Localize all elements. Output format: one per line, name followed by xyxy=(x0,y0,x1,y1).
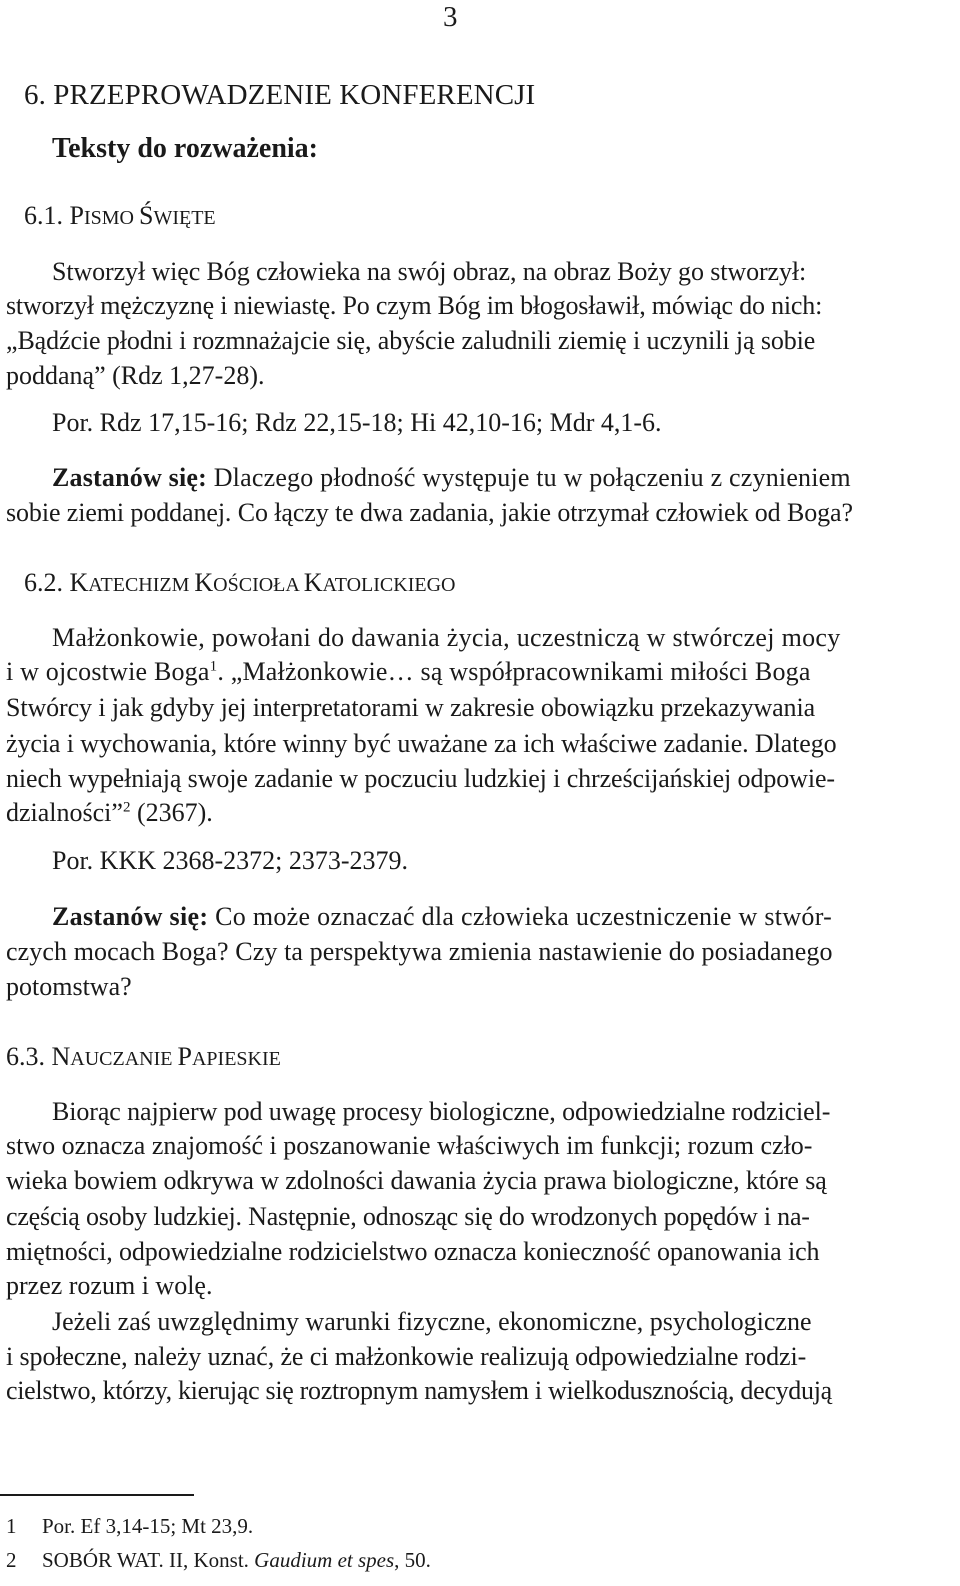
paragraph-line: i społeczne, należy uznać, że ci małżonkowie realizują odpowiedzialne rodzi- xyxy=(6,1342,807,1371)
reflection-line: sobie ziemi poddanej. Co łączy te dwa zadania, jakie otrzymał człowiek od Boga? xyxy=(6,498,853,527)
paragraph-line: „Bądźcie płodni i rozmnażajcie się, abyście zaludnili ziemię i uczynili ją sobie xyxy=(6,326,816,355)
section-6-1-title: 6.1. PISMO ŚWIĘTE xyxy=(24,201,216,230)
reflection-line: potomstwa? xyxy=(6,972,132,1001)
paragraph-line: przez rozum i wolę. xyxy=(6,1271,213,1300)
page-number: 3 xyxy=(443,1,458,33)
footnote-ref-2: 2 xyxy=(122,799,131,816)
paragraph-line: i w ojcostwie Boga$^1$. „Małżonkowie… są współpracownikami miłości Boga xyxy=(6,657,811,686)
paragraph-line: dzialności”$^2$ (2367). xyxy=(6,798,213,827)
reflection-line: Zastanów się: Dlaczego płodność występuje tu w połączeniu z czynieniem xyxy=(52,463,851,492)
subheading: Teksty do rozważenia: xyxy=(52,133,318,164)
footnote-text: Por. Ef 3,14-15; Mt 23,9. xyxy=(42,1514,254,1538)
paragraph-line: Biorąc najpierw pod uwagę procesy biologiczne, odpowiedzialne rodziciel- xyxy=(52,1097,831,1126)
paragraph-line: stwo oznacza znajomość i poszanowanie właściwych im funkcji; rozum czło- xyxy=(6,1131,813,1160)
cross-reference: Por. Rdz 17,15-16; Rdz 22,15-18; Hi 42,10-16; Mdr 4,1-6. xyxy=(52,408,662,437)
paragraph-line: poddaną” (Rdz 1,27-28). xyxy=(6,361,265,390)
footnote-number: 2 xyxy=(6,1548,17,1572)
reflect-label: Zastanów się: xyxy=(52,902,209,931)
paragraph-line: częścią osoby ludzkiej. Następnie, odnosząc się do wrodzonych popędów i na- xyxy=(6,1202,810,1231)
paragraph-line: Małżonkowie, powołani do dawania życia, uczestniczą w stwórczej mocy xyxy=(52,623,841,652)
footnote-ref-1: 1 xyxy=(209,658,218,675)
reflection-line: Zastanów się: Co może oznaczać dla człowieka uczestniczenie w stwór- xyxy=(52,902,833,931)
footnote-rule xyxy=(0,1494,194,1496)
paragraph-line: wieka bowiem odkrywa w zdolności dawania życia prawa biologiczne, które są xyxy=(6,1166,827,1195)
paragraph-line: Jeżeli zaś uwzględnimy warunki fizyczne, ekonomiczne, psychologiczne xyxy=(52,1307,812,1336)
paragraph-line: miętności, odpowiedzialne rodzicielstwo oznacza konieczność opanowania ich xyxy=(6,1237,820,1266)
footnote-1 xyxy=(6,1513,253,1539)
section-6-2-title: 6.2. KATECHIZM KOŚCIOŁA KATOLICKIEGO xyxy=(24,568,456,597)
paragraph-line: cielstwo, którzy, kierując się roztropnym namysłem i wielkodusznością, decydują xyxy=(6,1376,832,1405)
paragraph-line: niech wypełniają swoje zadanie w poczuciu ludzkiej i chrześcijańskiej odpowie- xyxy=(6,764,835,793)
paragraph-line: Stworzył więc Bóg człowieka na swój obraz, na obraz Boży go stworzył: xyxy=(52,257,807,286)
paragraph-line: Stwórcy i jak gdyby jej interpretatorami w zakresie obowiązku przekazywania xyxy=(6,693,816,722)
paragraph-line: życia i wychowania, które winny być uważane za ich właściwe zadanie. Dlatego xyxy=(6,729,837,758)
footnote-number: 1 xyxy=(6,1514,17,1538)
reflect-label: Zastanów się: xyxy=(52,463,207,492)
reflection-line: czych mocach Boga? Czy ta perspektywa zmienia nastawienie do posiadanego xyxy=(6,937,833,966)
paragraph-line: stworzył mężczyznę i niewiastę. Po czym Bóg im błogosławił, mówiąc do nich: xyxy=(6,291,823,320)
section-6-3-title: 6.3. NAUCZANIE PAPIESKIE xyxy=(6,1042,281,1071)
cross-reference: Por. KKK 2368-2372; 2373-2379. xyxy=(52,846,409,875)
section-heading: 6. PRZEPROWADZENIE KONFERENCJI xyxy=(24,79,536,111)
footnote-2: 2 SOBÓR WAT. II, Konst. Gaudium et spes, 50. xyxy=(6,1548,431,1572)
